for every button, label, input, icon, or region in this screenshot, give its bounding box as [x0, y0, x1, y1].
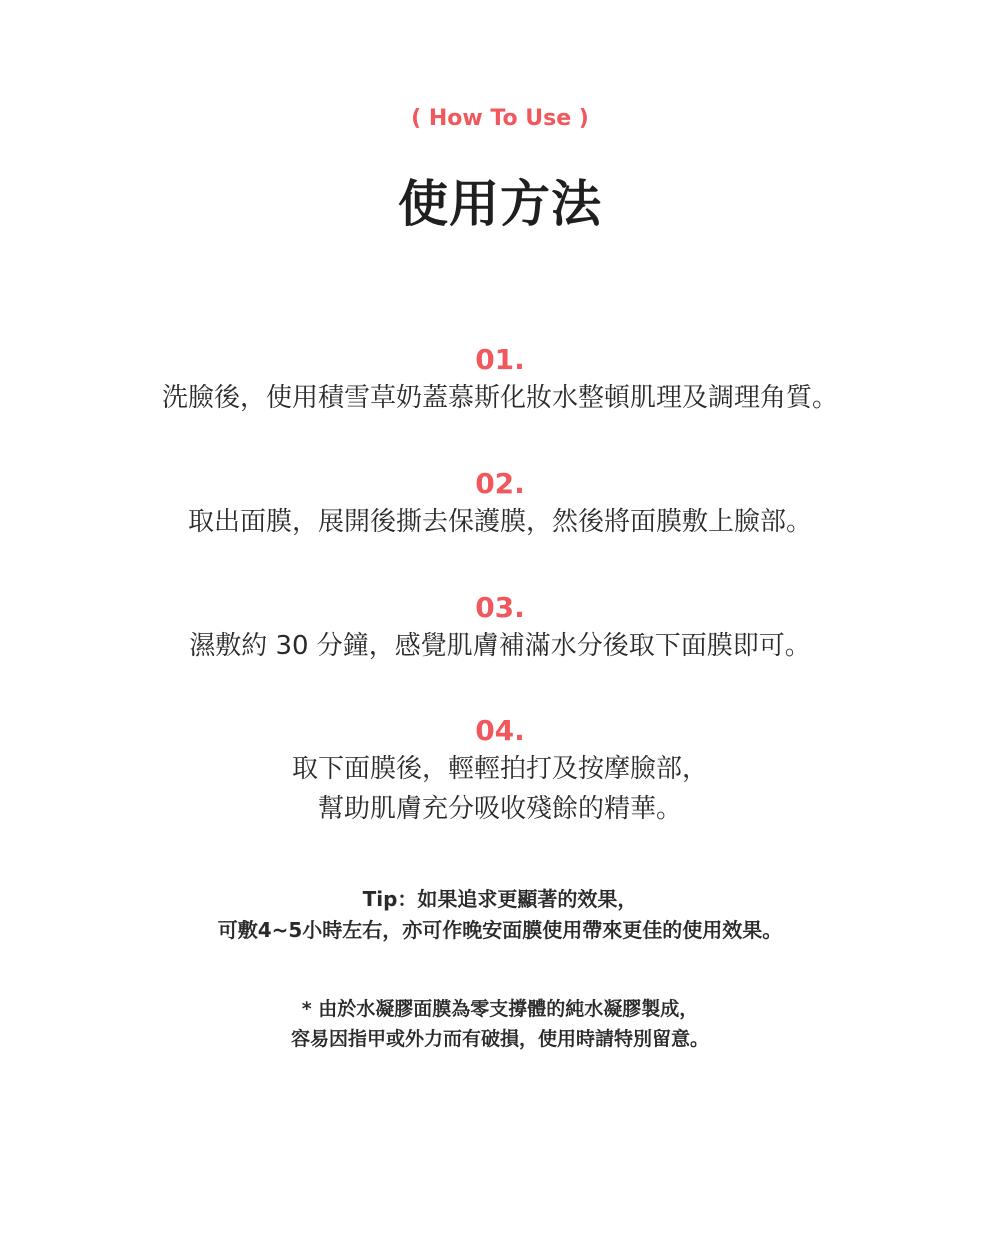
- step-line: 取出面膜，展開後撕去保護膜，然後將面膜敷上臉部。: [187, 507, 812, 537]
- note-line: * 由於水凝膠面膜為零支撐體的純水凝膠製成，: [301, 998, 699, 1020]
- note-line: 容易因指甲或外力而有破損，使用時請特別留意。: [290, 1028, 709, 1050]
- tip-line: 可敷4~5小時左右，亦可作晚安面膜使用帶來更佳的使用效果。: [217, 918, 783, 942]
- page-title: 使用方法: [398, 175, 602, 233]
- caution-note: [0, 994, 1000, 1054]
- step-4: [0, 713, 1000, 829]
- step-description: [0, 626, 1000, 666]
- step-1: [0, 342, 1000, 418]
- step-line: 取下面膜後，輕輕拍打及按摩臉部，: [291, 754, 708, 784]
- step-number: 02.: [475, 467, 525, 500]
- tip-line: Tip：如果追求更顯著的效果，: [362, 887, 638, 911]
- tip-text: [0, 884, 1000, 946]
- section-subtitle: ( How To Use ): [411, 106, 589, 131]
- step-2: [0, 466, 1000, 542]
- step-3: [0, 590, 1000, 666]
- step-number: 03.: [475, 591, 525, 624]
- step-description: [0, 502, 1000, 542]
- step-number: 04.: [475, 714, 525, 747]
- step-number: 01.: [475, 343, 525, 376]
- step-line: 幫助肌膚充分吸收殘餘的精華。: [317, 794, 682, 824]
- step-line: 洗臉後，使用積雪草奶蓋慕斯化妝水整頓肌理及調理角質。: [161, 383, 838, 413]
- step-description: [0, 749, 1000, 829]
- step-line: 濕敷約 30 分鐘，感覺肌膚補滿水分後取下面膜即可。: [189, 631, 811, 661]
- step-description: [0, 378, 1000, 418]
